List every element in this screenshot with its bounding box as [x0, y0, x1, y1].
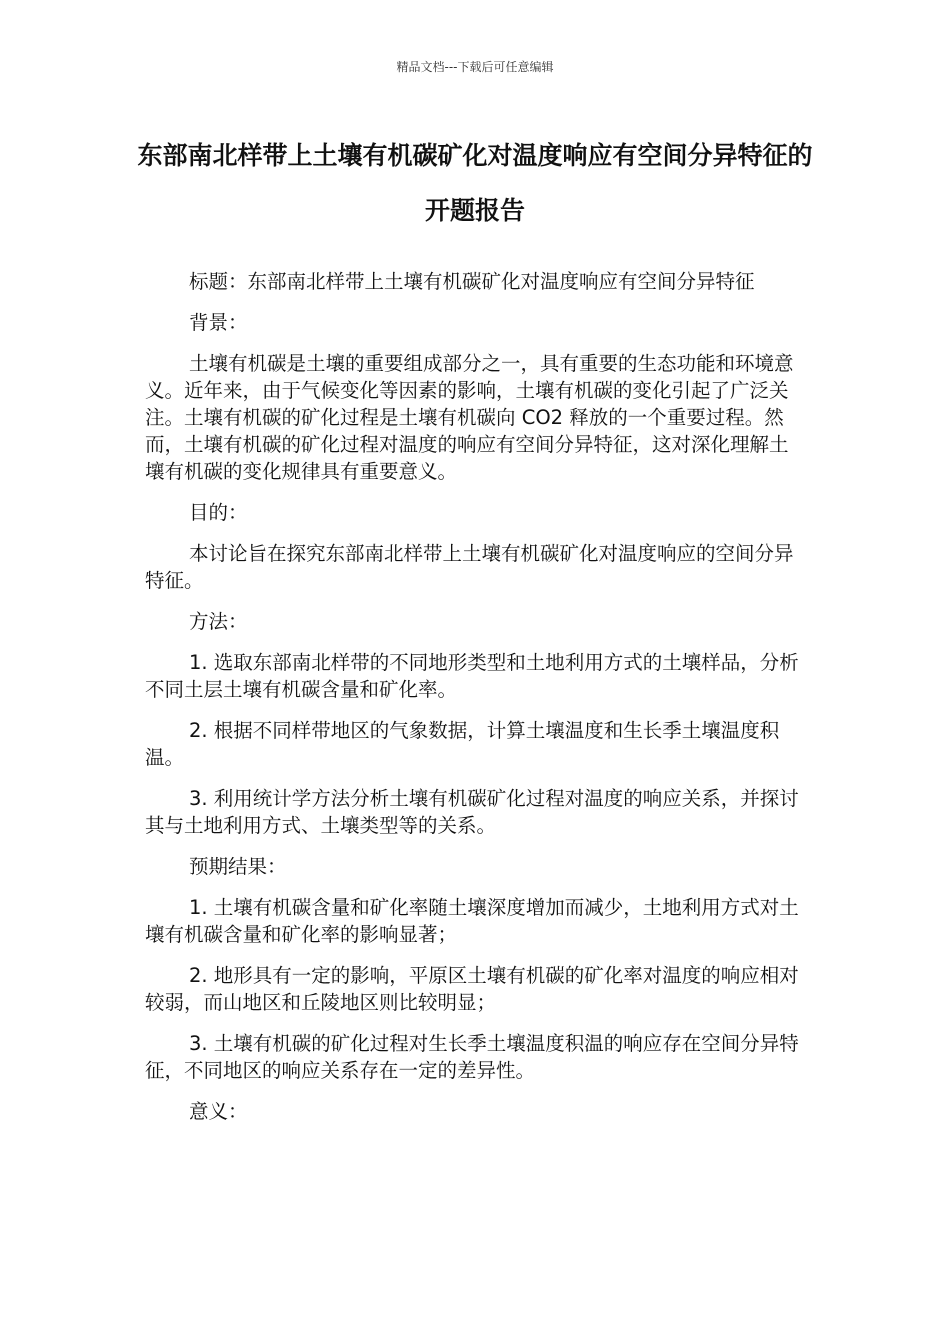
- heading-significance: 意义：: [189, 1100, 248, 1123]
- heading-expected-results: 预期结果：: [189, 855, 287, 878]
- paragraph-result-2: 2. 地形具有一定的影响，平原区土壤有机碳的矿化率对温度的响应相对较弱，而山地区和丘陵地区则比较明显；: [145, 964, 799, 1014]
- paragraph-result-1: 1. 土壤有机碳含量和矿化率随土壤深度增加而减少，土地利用方式对土壤有机碳含量和矿化率的影响显著；: [145, 896, 799, 946]
- heading-background: 背景：: [189, 311, 248, 334]
- paragraph-title-line: 标题：东部南北样带上土壤有机碳矿化对温度响应有空间分异特征: [189, 270, 755, 293]
- paragraph-background: 土壤有机碳是土壤的重要组成部分之一，具有重要的生态功能和环境意义。近年来，由于气候变化等因素的影响，土壤有机碳的变化引起了广泛关注。土壤有机碳的矿化过程是土壤有机碳向 CO2 释放的一个重要过程。然而，土壤有机碳的矿化过程对温度的响应有空间分异特征，这对深化理解土壤有机碳的变化规律具有重要意义。: [145, 352, 794, 483]
- document-body: [145, 268, 805, 1139]
- paragraph-method-1: 1. 选取东部南北样带的不同地形类型和土地利用方式的土壤样品，分析不同土层土壤有机碳含量和矿化率。: [145, 651, 799, 701]
- paragraph-method-2: 2. 根据不同样带地区的气象数据，计算土壤温度和生长季土壤温度积温。: [145, 719, 780, 769]
- paragraph-method-3: 3. 利用统计学方法分析土壤有机碳矿化过程对温度的响应关系，并探讨其与土地利用方式、土壤类型等的关系。: [145, 787, 799, 837]
- document-title: 东部南北样带上土壤有机碳矿化对温度响应有空间分异特征的开题报告: [137, 141, 813, 225]
- paragraph-purpose: 本讨论旨在探究东部南北样带上土壤有机碳矿化对温度响应的空间分异特征。: [145, 542, 794, 592]
- paragraph-result-3: 3. 土壤有机碳的矿化过程对生长季土壤温度积温的响应存在空间分异特征，不同地区的响应关系存在一定的差异性。: [145, 1032, 799, 1082]
- heading-purpose: 目的：: [189, 501, 248, 524]
- heading-methods: 方法：: [189, 610, 248, 633]
- header-note: 精品文档---下载后可任意编辑: [396, 60, 554, 74]
